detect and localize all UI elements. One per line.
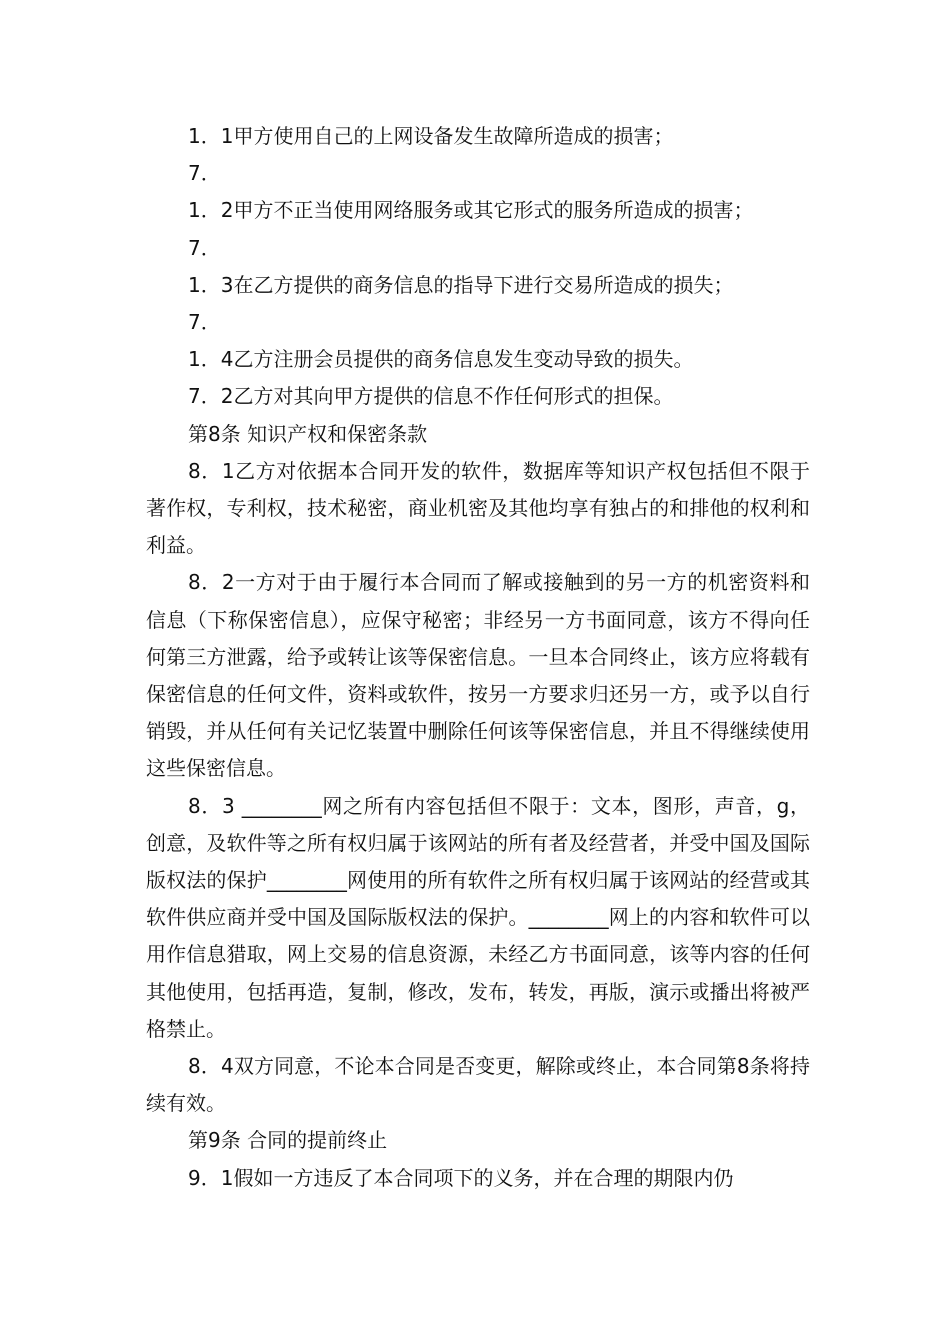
clause-8-2: 8．2一方对于由于履行本合同而了解或接触到的另一方的机密资料和信息（下称保密信息），应保守秘密；非经另一方书面同意，该方不得向任何第三方泄露，给予或转让该等保密信息。一旦本合同终止，该方应将载有保密信息的任何文件，资料或软件，按另一方要求归还另一方，或予以自行销毁，并从任何有关记忆装置中删除任何该等保密信息，并且不得继续使用这些保密信息。	[146, 570, 810, 781]
clause-number-fragment: 7．	[188, 310, 221, 335]
article-9-heading: 第9条 合同的提前终止	[188, 1128, 388, 1153]
clause-7-2: 7．2乙方对其向甲方提供的信息不作任何形式的担保。	[188, 384, 674, 409]
clause-7-1-3: 1．3在乙方提供的商务信息的指导下进行交易所造成的损失；	[188, 272, 734, 297]
contract-body	[146, 118, 810, 1197]
clause-8-1: 8．1乙方对依据本合同开发的软件，数据库等知识产权包括但不限于著作权，专利权，技术秘密，商业机密及其他均享有独占的和排他的权利和利益。	[146, 458, 810, 558]
clause-8-3: 8．3 ________网之所有内容包括但不限于：文本，图形，声音，g，创意，及软件等之所有权归属于该网站的所有者及经营者，并受中国及国际版权法的保护________网使用的所有软件之所有权归属于该网站的经营或其软件供应商并受中国及国际版权法的保护。________网上的内容和软件可以用作信息猎取，网上交易的信息资源，未经乙方书面同意，该等内容的任何其他使用，包括再造，复制，修改，发布，转发，再版，演示或播出将被严格禁止。	[146, 793, 810, 1041]
clause-number-fragment: 7．	[188, 235, 221, 260]
article-8-heading: 第8条 知识产权和保密条款	[188, 421, 428, 446]
clause-7-1-4: 1．4乙方注册会员提供的商务信息发生变动导致的损失。	[188, 347, 694, 372]
clause-7-1-2: 1．2甲方不正当使用网络服务或其它形式的服务所造成的损害；	[188, 198, 754, 223]
clause-9-1: 9．1假如一方违反了本合同项下的义务，并在合理的期限内仍	[188, 1165, 734, 1190]
clause-number-fragment: 7．	[188, 161, 221, 186]
clause-7-1-1: 1．1甲方使用自己的上网设备发生故障所造成的损害；	[188, 124, 674, 148]
clause-8-4: 8．4双方同意，不论本合同是否变更，解除或终止，本合同第8条将持续有效。	[146, 1054, 810, 1116]
